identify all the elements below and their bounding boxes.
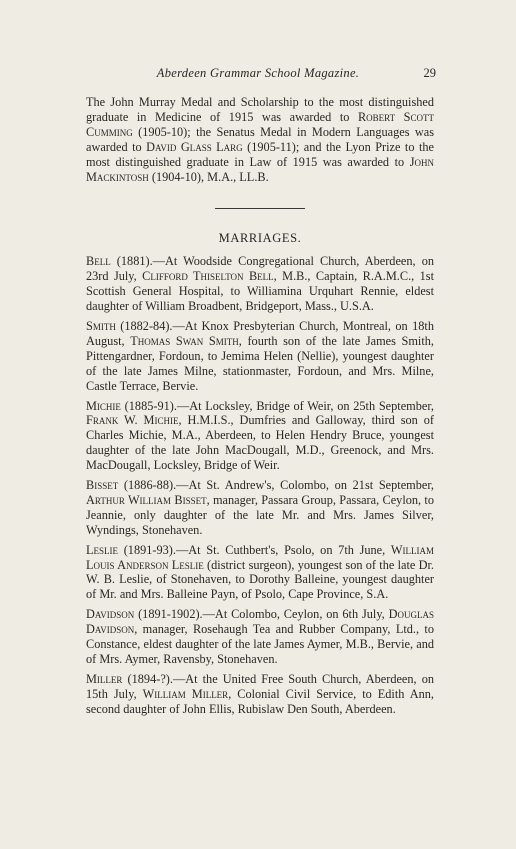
entry-surname: Miller bbox=[86, 671, 123, 686]
entry-text: (1891-1902).—At Colombo, Ceylon, on 6th July, bbox=[134, 607, 389, 622]
marriage-entry bbox=[86, 254, 434, 314]
entry-text: (1882-84).—At Knox Presbyterian Church, Montreal, on 18th August, bbox=[86, 318, 434, 348]
marriage-entry bbox=[86, 319, 434, 394]
page-body bbox=[86, 95, 434, 722]
intro-paragraph bbox=[86, 95, 434, 184]
section-heading: MARRIAGES. bbox=[218, 231, 302, 246]
page-number: 29 bbox=[423, 66, 436, 80]
entry-text: (1881).—At Woodside Congregational Church, Aberdeen, on 23rd July, bbox=[86, 254, 434, 284]
entry-fullname: Douglas Davidson bbox=[86, 607, 434, 637]
entry-text: , manager, Rosehaugh Tea and Rubber Company, Ltd., to Constance, eldest daughter of the late James Aymer, M.B., Bervie, and of Mrs. Aymer, Ravensby, Stonehaven. bbox=[86, 622, 434, 666]
marriage-entry bbox=[86, 672, 434, 717]
entry-text: , manager, Passara Group, Passara, Ceylon, to Jeannie, only daughter of the late Mr. and Mrs. James Silver, Wyndings, Stonehaven. bbox=[86, 492, 434, 537]
person-name: Robert Scott Cumming bbox=[86, 109, 434, 139]
marriage-entry bbox=[86, 478, 434, 538]
marriage-entry bbox=[86, 399, 434, 474]
person-name: David Glass Larg bbox=[146, 139, 243, 154]
entry-fullname: William Miller bbox=[142, 686, 229, 701]
entry-text: , fourth son of the late James Smith, Pittengardner, Fordoun, to Jemima Helen (Nellie), youngest daughter of the late James Milne, stationmaster, Fordoun, and Mrs. Milne, Castle Terrace, Bervie. bbox=[86, 333, 434, 393]
entry-surname: Michie bbox=[86, 398, 121, 413]
intro-text: The John Murray Medal and Scholarship to the most distinguished graduate in Medicine of 1915 was awarded to bbox=[86, 95, 434, 124]
entry-text: (1891-93).—At St. Cuthbert's, Psolo, on 7th June, bbox=[118, 542, 391, 557]
entry-text: , M.B., Captain, R.A.M.C., 1st Scottish General Hospital, to Williamina Urquhart Rennie, eldest daughter of William Broadbent, Bridgeport, Mass., U.S.A. bbox=[86, 269, 434, 314]
entry-text: (1894-?).—At the United Free South Church, Aberdeen, on 15th July, bbox=[86, 671, 434, 701]
entry-text: , H.M.I.S., Dumfries and Galloway, third son of Charles Michie, M.A., Aberdeen, to Helen Hendry Bruce, youngest daughter of the late John MacDougall, M.D., Greenock, and Mrs. MacDougall, Locksley, Bridge of Weir. bbox=[86, 413, 435, 473]
entry-surname: Bisset bbox=[86, 478, 119, 493]
entry-surname: Smith bbox=[86, 318, 116, 333]
running-head bbox=[0, 66, 516, 84]
entry-surname: Bell bbox=[86, 254, 111, 269]
entry-fullname: Thomas Swan Smith bbox=[130, 333, 239, 348]
marriage-entry bbox=[86, 543, 434, 603]
entry-text: , Colonial Civil Service, to Edith Ann, second daughter of John Ellis, Rubislaw Den South, Aberdeen. bbox=[86, 686, 434, 716]
intro-text: (1905-11); and the Lyon Prize to the most distinguished graduate in Law of 1915 was awarded to bbox=[86, 139, 434, 169]
entry-fullname: William Louis Anderson Leslie bbox=[86, 542, 434, 572]
section-divider bbox=[215, 208, 305, 209]
person-name: John Mackintosh bbox=[86, 154, 434, 184]
entry-fullname: Arthur William Bisset bbox=[86, 492, 207, 507]
entry-fullname: Clifford Thiselton Bell bbox=[142, 269, 274, 284]
entry-surname: Davidson bbox=[86, 607, 135, 622]
intro-text: (1905-10); the Senatus Medal in Modern Languages was awarded to bbox=[86, 124, 434, 154]
magazine-title: Aberdeen Grammar School Magazine. bbox=[156, 66, 360, 80]
marriage-entry bbox=[86, 607, 434, 667]
entry-text: (1886-88).—At St. Andrew's, Colombo, on 21st September, bbox=[118, 478, 434, 493]
entry-fullname: Frank W. Michie bbox=[86, 413, 179, 428]
intro-text: (1904-10), M.A., LL.B. bbox=[148, 169, 269, 184]
entry-text: (1885-91).—At Locksley, Bridge of Weir, on 25th September, bbox=[120, 398, 434, 413]
entry-surname: Leslie bbox=[86, 542, 119, 557]
entry-text: (district surgeon), youngest son of the late Dr. W. B. Leslie, of Stonehaven, to Dorothy Balleine, youngest daughter of Mr. and Mrs. Balleine Payn, of Psolo, Cape Province, S.A. bbox=[86, 557, 434, 602]
